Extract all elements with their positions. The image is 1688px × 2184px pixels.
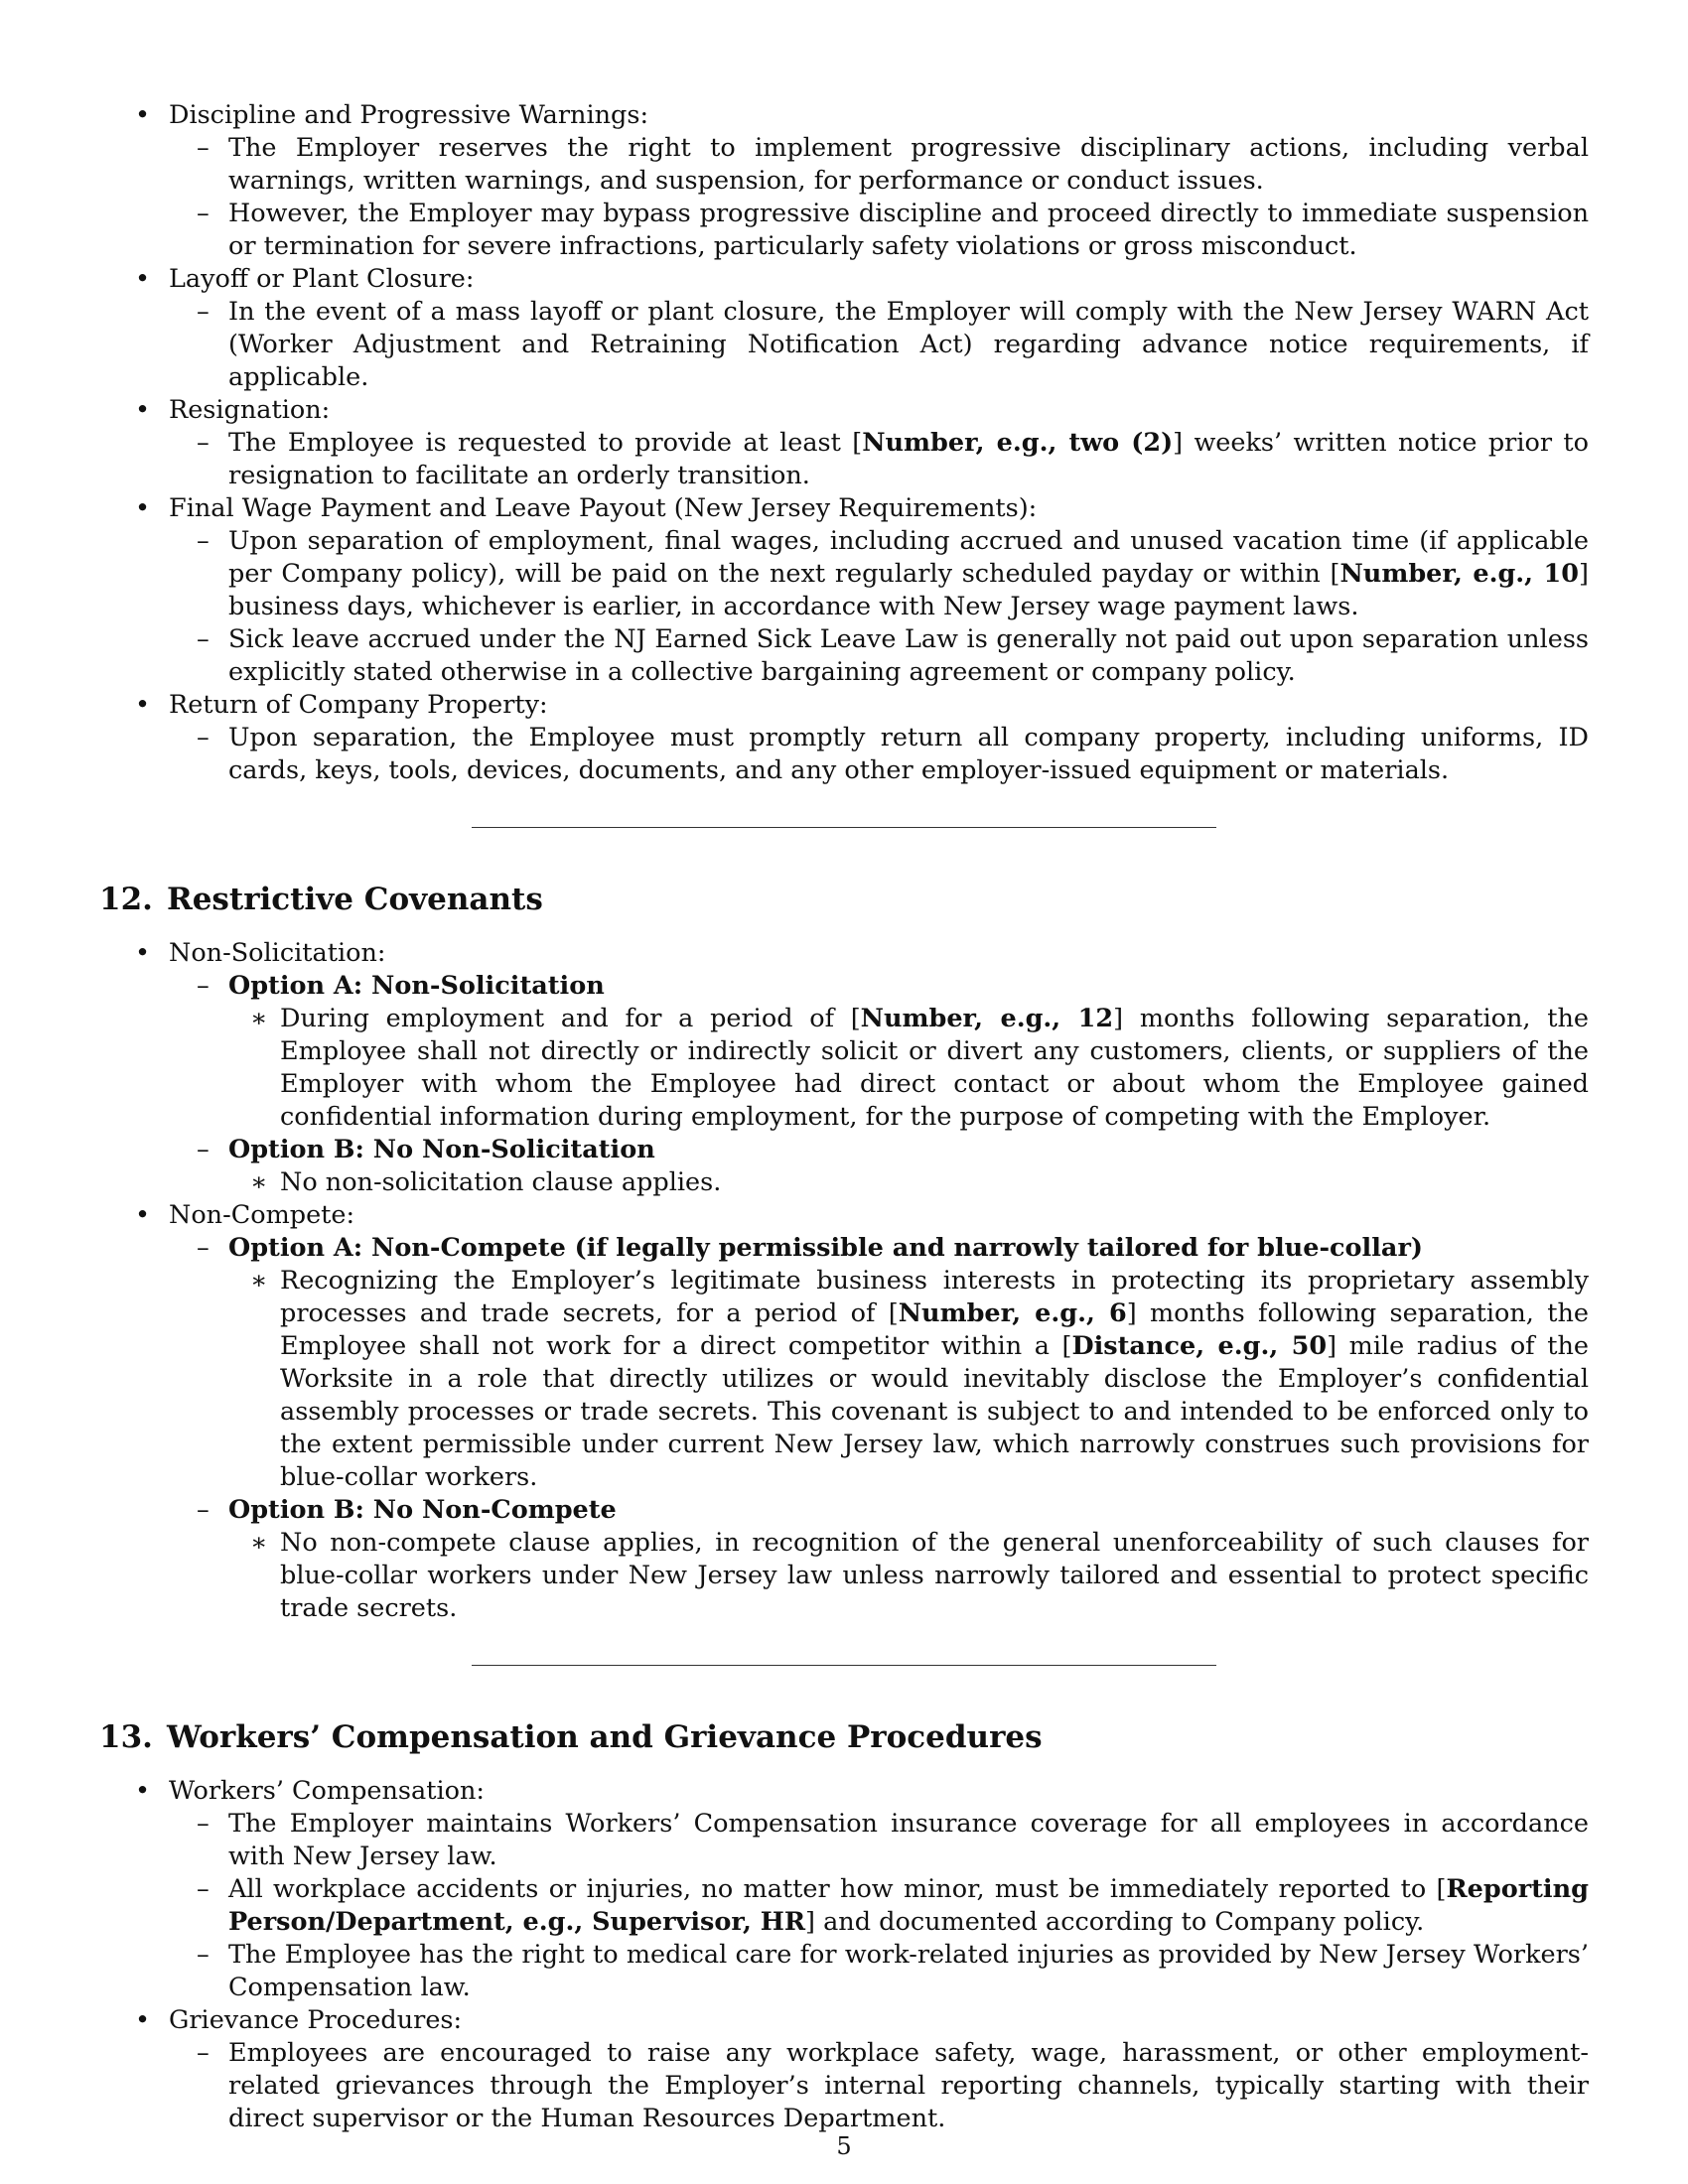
section-title: Workers’ Compensation and Grievance Procedures	[166, 1719, 1043, 1755]
option-a-sublist	[228, 1003, 1589, 1134]
section-12-list	[99, 937, 1589, 1625]
section-divider	[472, 1665, 1216, 1666]
item-label: Final Wage Payment and Leave Payout (New Jersey Requirements):	[169, 493, 1038, 523]
option-a	[169, 970, 1589, 1134]
placeholder-field: Number, e.g., 12	[860, 1004, 1114, 1033]
section-divider	[472, 827, 1216, 828]
text-segment: The Employee is requested to provide at least [	[228, 428, 863, 458]
list-item-company-property	[99, 689, 1589, 787]
text-segment: ] weeks’ written notice prior to resignation to facilitate an orderly transition.	[228, 428, 1590, 490]
text-segment: All workplace accidents or injuries, no matter how minor, must be immediately reported to [	[228, 1874, 1447, 1904]
section-number: 12.	[99, 882, 153, 917]
list-item: – However, the Employer may bypass progressive discipline and proceed directly to immediate suspension or termination for severe infractions, particularly safety violations or gross misconduct.	[169, 198, 1589, 263]
list-item	[169, 427, 1589, 492]
item-label: Resignation:	[169, 395, 331, 425]
text-segment: Recognizing the Employer’s legitimate business interests in protecting its proprietary assembly processes and trade secrets, for a period of [	[280, 1266, 1589, 1328]
list-item	[169, 525, 1589, 623]
item-label: Grievance Procedures:	[169, 2005, 463, 2035]
option-b	[169, 1494, 1589, 1625]
item-label: Discipline and Progressive Warnings:	[169, 100, 649, 130]
text-segment: ] months following separation, the Employee shall not directly or indirectly solicit or divert any customers, clients, or suppliers of the Employer with whom the Employee had direct contact or about whom the Employee gained confidential information during employment, for the purpose of competing with the Employer.	[280, 1004, 1589, 1132]
text-segment: ] mile radius of the Worksite in a role that directly utilizes or would inevitably disclose the Employer’s confidential assembly processes or trade secrets. This covenant is subject to and intended to be enforced only to the extent permissible under current New Jersey law, which narrowly construes such provisions for blue-collar workers.	[280, 1331, 1589, 1492]
list-item: ∗ No non-compete clause applies, in recognition of the general unenforceability of such clauses for blue-collar workers under New Jersey law unless narrowly tailored and essential to protect specific trade secrets.	[228, 1527, 1589, 1625]
company-property-sublist	[169, 722, 1589, 787]
option-title: Option B: No Non-Compete	[228, 1495, 617, 1525]
item-label: Layoff or Plant Closure:	[169, 264, 475, 294]
list-item: – The Employer reserves the right to implement progressive disciplinary actions, including verbal warnings, written warnings, and suspension, for performance or conduct issues.	[169, 132, 1589, 198]
placeholder-field: Number, e.g., two (2)	[862, 428, 1174, 458]
placeholder-field: Reporting Person/Department, e.g., Supervisor, HR	[228, 1874, 1589, 1937]
list-item: – Upon separation, the Employee must promptly return all company property, including uniforms, ID cards, keys, tools, devices, documents, and any other employer-issued equipment or materials.	[169, 722, 1589, 787]
grievance-sublist	[169, 2037, 1589, 2135]
section-13-list	[99, 1775, 1589, 2135]
list-item-discipline	[99, 99, 1589, 263]
list-item-non-solicitation	[99, 937, 1589, 1199]
list-item-final-wage	[99, 492, 1589, 689]
section-11-list	[99, 99, 1589, 787]
layoff-sublist	[169, 296, 1589, 394]
option-title: Option A: Non-Compete (if legally permissible and narrowly tailored for blue-collar)	[228, 1233, 1423, 1263]
item-label: Non-Solicitation:	[169, 938, 386, 968]
placeholder-field: Distance, e.g., 50	[1071, 1331, 1328, 1361]
text-segment: During employment and for a period of [	[280, 1004, 861, 1033]
section-number: 13.	[99, 1719, 153, 1755]
list-item: – The Employee has the right to medical care for work-related injuries as provided by New Jersey Workers’ Compensation law.	[169, 1939, 1589, 2004]
non-solicitation-options	[169, 970, 1589, 1199]
placeholder-field: Number, e.g., 6	[898, 1298, 1127, 1328]
option-b-sublist	[228, 1527, 1589, 1625]
discipline-sublist	[169, 132, 1589, 263]
option-a	[169, 1232, 1589, 1494]
list-item: – Sick leave accrued under the NJ Earned Sick Leave Law is generally not paid out upon separation unless explicitly stated otherwise in a collective bargaining agreement or company policy.	[169, 623, 1589, 689]
option-b	[169, 1134, 1589, 1199]
option-a-sublist	[228, 1265, 1589, 1494]
item-label: Non-Compete:	[169, 1200, 355, 1230]
workers-comp-sublist	[169, 1808, 1589, 2004]
resignation-sublist	[169, 427, 1589, 492]
list-item-grievance	[99, 2004, 1589, 2135]
placeholder-field: Number, e.g., 10	[1339, 559, 1580, 589]
list-item-workers-comp	[99, 1775, 1589, 2004]
text-segment: ] months following separation, the Employee shall not work for a direct competitor within a [	[280, 1298, 1589, 1361]
list-item	[228, 1265, 1589, 1494]
option-title: Option B: No Non-Solicitation	[228, 1135, 655, 1164]
list-item: – In the event of a mass layoff or plant closure, the Employer will comply with the New Jersey WARN Act (Worker Adjustment and Retraining Notification Act) regarding advance notice requirements, if applicable.	[169, 296, 1589, 394]
item-label: Return of Company Property:	[169, 690, 548, 720]
text-segment: ] business days, whichever is earlier, in accordance with New Jersey wage payment laws.	[228, 559, 1589, 621]
list-item	[228, 1003, 1589, 1134]
list-item: – Employees are encouraged to raise any workplace safety, wage, harassment, or other employment-related grievances through the Employer’s internal reporting channels, typically starting with their direct supervisor or the Human Resources Department.	[169, 2037, 1589, 2135]
list-item: ∗ No non-solicitation clause applies.	[228, 1166, 1589, 1199]
option-b-sublist	[228, 1166, 1589, 1199]
section-heading-13	[99, 1717, 1589, 1757]
final-wage-sublist	[169, 525, 1589, 689]
text-segment: Upon separation of employment, final wages, including accrued and unused vacation time (if applicable per Company policy), will be paid on the next regularly scheduled payday or within [	[228, 526, 1589, 589]
list-item: – The Employer maintains Workers’ Compensation insurance coverage for all employees in accordance with New Jersey law.	[169, 1808, 1589, 1873]
item-label: Workers’ Compensation:	[169, 1776, 485, 1806]
section-title: Restrictive Covenants	[166, 882, 543, 917]
list-item	[169, 1873, 1589, 1939]
page-content	[99, 99, 1589, 2135]
list-item-non-compete	[99, 1199, 1589, 1625]
non-compete-options	[169, 1232, 1589, 1625]
page-number: 5	[836, 2132, 852, 2160]
option-title: Option A: Non-Solicitation	[228, 971, 605, 1001]
list-item-resignation	[99, 394, 1589, 492]
section-heading-12	[99, 880, 1589, 919]
list-item-layoff	[99, 263, 1589, 394]
text-segment: ] and documented according to Company policy.	[805, 1907, 1425, 1937]
